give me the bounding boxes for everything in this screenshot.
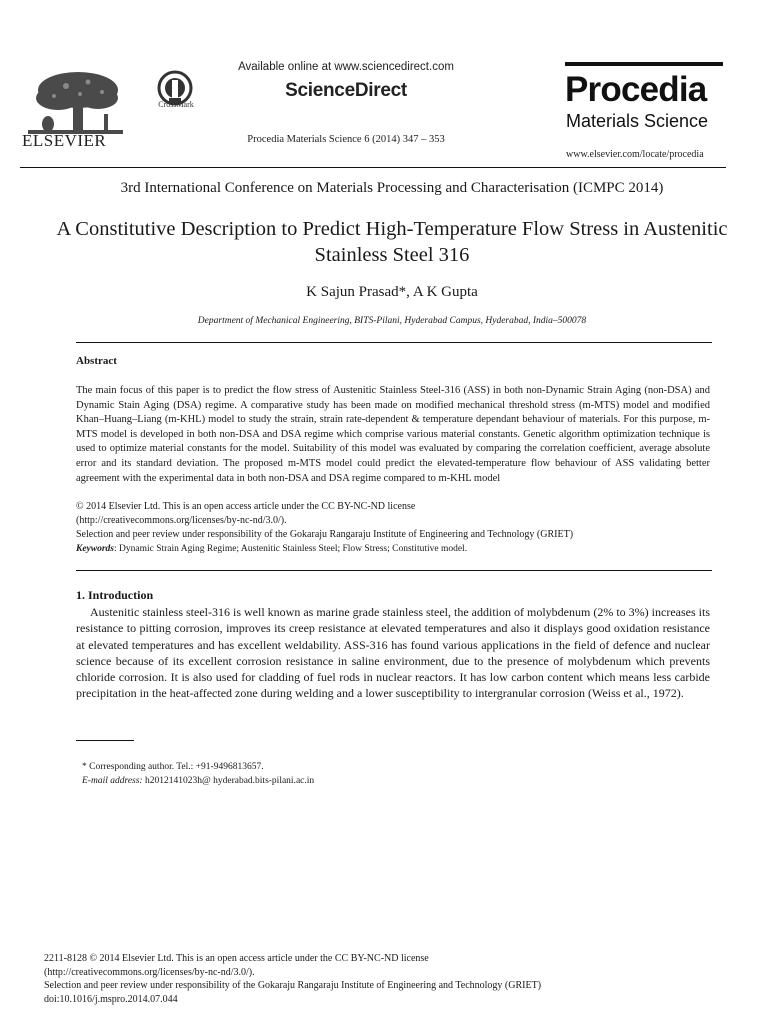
header-divider: [20, 167, 726, 168]
email-line: [82, 774, 682, 788]
available-online-text: Available online at www.sciencedirect.com: [238, 61, 454, 73]
crossmark-icon[interactable]: [152, 62, 198, 118]
keywords-list: : Dynamic Strain Aging Regime; Austenitic Stainless Steel; Flow Stress; Constitutive model.: [114, 544, 468, 554]
bottom-peer-review: Selection and peer review under responsibility of the Gokaraju Rangaraju Institute of Engineering and Technology (GRIET): [44, 980, 542, 992]
introduction-heading: 1. Introduction: [76, 588, 154, 602]
license-link[interactable]: (http://creativecommons.org/licenses/by-nc-nd/3.0/).: [76, 515, 287, 526]
elsevier-wordmark: ELSEVIER: [22, 131, 107, 150]
abstract-bottom-rule: [76, 570, 712, 571]
license-line-1: © 2014 Elsevier Ltd. This is an open access article under the CC BY-NC-ND license: [76, 501, 416, 512]
doi[interactable]: doi:10.1016/j.mspro.2014.07.044: [44, 993, 178, 1005]
bottom-license-link[interactable]: (http://creativecommons.org/licenses/by-nc-nd/3.0/).: [44, 966, 255, 978]
conference-name: 3rd International Conference on Materials Processing and Characterisation (ICMPC 2014): [120, 180, 664, 196]
email-address[interactable]: h2012141023h@ hyderabad.bits-pilani.ac.in: [142, 776, 315, 786]
sciencedirect-brand: ScienceDirect: [285, 80, 407, 101]
issn-license: 2211-8128 © 2014 Elsevier Ltd. This is an open access article under the CC BY-NC-ND license: [44, 953, 429, 964]
abstract-text: The main focus of this paper is to predict the flow stress of Austenitic Stainless Steel-316 (ASS) in both non-Dynamic Strain Aging (non-DSA) and Dynamic Stain Aging (DSA) regime. A comparative study has been made on modified mechanical threshold stress (m-MTS) model and modified Khan–Huang–Liang (m-KHL) model to study the strain, strain rate-dependent & temperature dependant behaviour of materials. For this purpose, m-MTS model is developed in both non-DSA and DSA regime which comprise various material constants. Genetic algorithm optimization technique is used to optimize material constants for the model. Suitability of this model was evaluated by comparing the correlation coefficient, average absolute error and its standard deviation. The proposed m-MTS model could predict the elevated-temperature flow behaviour of ASS validating better agreement with the experimental data in both non-DSA and DSA regime compared to m-KHL model: [76, 385, 710, 484]
journal-url[interactable]: www.elsevier.com/locate/procedia: [566, 149, 704, 160]
footnote: [82, 760, 682, 788]
affiliation: Department of Mechanical Engineering, BITS-Pilani, Hyderabad Campus, Hyderabad, India–500078: [197, 316, 587, 326]
procedia-subtitle: Materials Science: [566, 111, 709, 131]
footnote-divider: [76, 740, 134, 741]
keywords: [76, 544, 710, 554]
email-label: E-mail address:: [82, 776, 143, 786]
introduction-text: Austenitic stainless steel-316 is well known as marine grade stainless steel, the addition of molybdenum (2% to 3%) increases its resistance to pitting corrosion, improves its creep resistance at elevated temperatures and also it displays good oxidation resistance at elevated temperatures and has excellent weldability. ASS-316 has found various applications in the field of defence and nuclear science because of its excellent corrosion resistance in saline environment, due to the presence of molybdenum which prevents chloride corrosion. It is also used for cladding of fuel rods in nuclear reactors. It has low carbon content which means less carbide precipitation in the heat-affected zone during welding and a lower susceptibility to intergranular corrosion (Weiss et al., 1972).: [76, 605, 710, 701]
publication-info: [44, 952, 724, 1006]
keywords-label: Keywords: [76, 544, 114, 554]
authors: K Sajun Prasad*, A K Gupta: [306, 284, 478, 300]
license-line-3: Selection and peer review under responsibility of the Gokaraju Rangaraju Institute of Engineering and Technology (GRIET): [76, 529, 574, 540]
corresponding-author: * Corresponding author. Tel.: +91-9496813657.: [82, 762, 264, 772]
procedia-top-bar: [565, 62, 723, 66]
abstract-top-rule: [76, 342, 712, 343]
license-block: [76, 500, 710, 542]
procedia-title: Procedia: [565, 70, 707, 109]
crossmark-label: CrossMark: [158, 100, 194, 109]
paper-title: A Constitutive Description to Predict High-Temperature Flow Stress in Austenitic Stainless Steel 316: [56, 218, 728, 266]
journal-reference: Procedia Materials Science 6 (2014) 347 – 353: [247, 134, 445, 145]
abstract-heading: Abstract: [76, 355, 117, 367]
